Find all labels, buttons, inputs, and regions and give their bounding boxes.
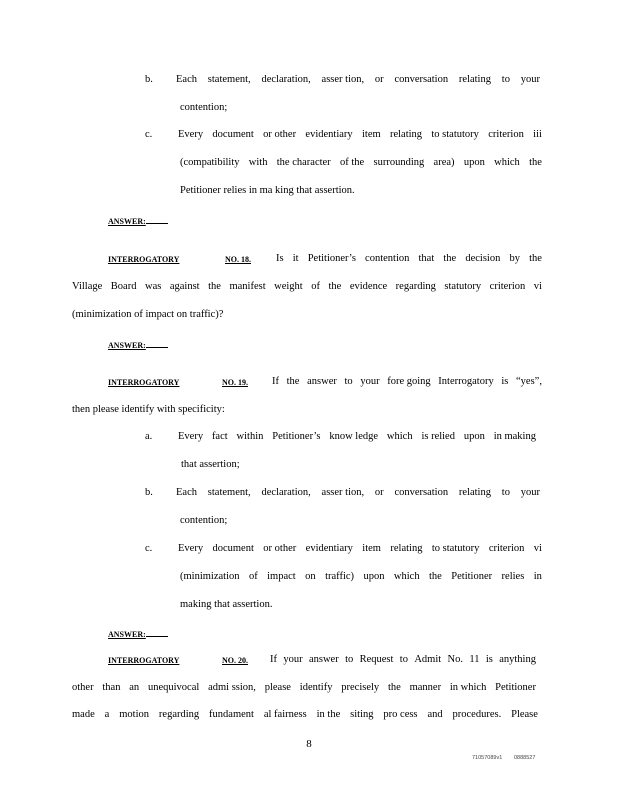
word: anything bbox=[499, 654, 536, 665]
word: siting bbox=[350, 709, 374, 720]
item-letter: b. bbox=[145, 487, 153, 498]
word: evidence bbox=[349, 281, 388, 292]
word: than bbox=[102, 682, 121, 693]
word: which bbox=[386, 431, 413, 442]
interrogatory-number: NO. 20. bbox=[222, 656, 248, 665]
word: asser tion, bbox=[321, 74, 365, 85]
word: an bbox=[129, 682, 140, 693]
word: Is bbox=[276, 253, 284, 264]
word: answer bbox=[308, 654, 339, 665]
word: asser tion, bbox=[321, 487, 365, 498]
word: of the bbox=[339, 157, 365, 168]
interrogatory-number: NO. 19. bbox=[222, 378, 248, 387]
word: criterion bbox=[489, 281, 526, 292]
word: declaration, bbox=[261, 74, 311, 85]
word: Interrogatory bbox=[438, 376, 494, 387]
item-text-line: that assertion; bbox=[181, 459, 240, 470]
word: If bbox=[270, 654, 277, 665]
item-letter: c. bbox=[145, 129, 153, 140]
word: area) bbox=[433, 157, 455, 168]
word: on bbox=[305, 571, 316, 582]
word: traffic) bbox=[325, 571, 355, 582]
word: to bbox=[344, 376, 353, 387]
word: motion bbox=[119, 709, 149, 720]
interrogatory-text-line bbox=[72, 708, 538, 722]
word: upon bbox=[463, 431, 485, 442]
word: precisely bbox=[341, 682, 380, 693]
interrogatory-text-line bbox=[72, 681, 536, 695]
interrogatory-text-line bbox=[72, 280, 542, 294]
word: the bbox=[529, 253, 542, 264]
word: is relied bbox=[421, 431, 455, 442]
word: Each bbox=[176, 487, 197, 498]
word: in which bbox=[449, 682, 487, 693]
word: Please bbox=[511, 709, 538, 720]
word: which bbox=[494, 157, 520, 168]
item-text-line bbox=[180, 570, 542, 584]
document-id: 71057089v1 bbox=[472, 755, 503, 761]
document-code: 0888527 bbox=[514, 755, 536, 761]
word: relating bbox=[458, 487, 491, 498]
word: identify bbox=[299, 682, 333, 693]
word: to bbox=[501, 487, 510, 498]
word: Petitioner’s bbox=[272, 431, 321, 442]
word: the bbox=[208, 281, 221, 292]
word: fundament bbox=[209, 709, 254, 720]
word: please bbox=[264, 682, 291, 693]
word: relating bbox=[390, 543, 423, 554]
word: unequivocal bbox=[147, 682, 200, 693]
word: relies bbox=[501, 571, 525, 582]
interrogatory-text-line bbox=[276, 252, 542, 266]
word: Admit bbox=[414, 654, 442, 665]
item-letter: a. bbox=[145, 431, 153, 442]
word: made bbox=[72, 709, 95, 720]
answer-heading: ANSWER: bbox=[108, 627, 168, 641]
word: If bbox=[272, 376, 279, 387]
word: Every bbox=[178, 431, 204, 442]
word: by bbox=[509, 253, 520, 264]
word: contention bbox=[365, 253, 410, 264]
interrogatory-text-line: (minimization of impact on traffic)? bbox=[72, 309, 224, 320]
item-letter: c. bbox=[145, 543, 153, 554]
word: al fairness bbox=[263, 709, 307, 720]
word: to bbox=[501, 74, 510, 85]
word: your bbox=[520, 487, 540, 498]
item-text-line bbox=[180, 156, 542, 170]
word: the bbox=[429, 571, 442, 582]
word: to bbox=[345, 654, 354, 665]
item-text-line bbox=[176, 486, 540, 500]
word: iii bbox=[533, 129, 542, 140]
interrogatory-text-line: then please identify with specificity: bbox=[72, 404, 225, 415]
interrogatory-label: INTERROGATORY bbox=[108, 656, 180, 665]
item-text-line bbox=[178, 542, 542, 556]
item-text-line bbox=[176, 73, 540, 87]
word: document bbox=[212, 543, 254, 554]
word: other bbox=[72, 682, 94, 693]
word: statement, bbox=[207, 74, 251, 85]
word: fore going bbox=[387, 376, 431, 387]
word: “yes”, bbox=[516, 376, 542, 387]
word: relating bbox=[389, 129, 423, 140]
item-text-line: Petitioner relies in ma king that assertion. bbox=[180, 185, 355, 196]
word: the bbox=[443, 253, 457, 264]
item-text-line: contention; bbox=[180, 515, 228, 526]
word: to bbox=[399, 654, 408, 665]
word: answer bbox=[307, 376, 337, 387]
word: criterion bbox=[488, 543, 525, 554]
word: upon bbox=[363, 571, 385, 582]
word: the character bbox=[276, 157, 331, 168]
word: manifest bbox=[229, 281, 266, 292]
word: conversation bbox=[394, 487, 449, 498]
interrogatory-label: INTERROGATORY bbox=[108, 378, 180, 387]
word: Village bbox=[72, 281, 103, 292]
interrogatory-text-line bbox=[270, 653, 536, 667]
word: your bbox=[283, 654, 303, 665]
word: of bbox=[311, 281, 320, 292]
word: the bbox=[328, 281, 342, 292]
item-text-line bbox=[178, 128, 542, 142]
word: in bbox=[533, 571, 542, 582]
word: the bbox=[286, 376, 300, 387]
word: statutory bbox=[444, 281, 482, 292]
word: against bbox=[169, 281, 200, 292]
word: vi bbox=[533, 543, 542, 554]
word: your bbox=[360, 376, 380, 387]
answer-heading: ANSWER: bbox=[108, 338, 168, 352]
word: weight bbox=[274, 281, 303, 292]
word: Request bbox=[359, 654, 394, 665]
word: is bbox=[501, 376, 509, 387]
word: Petitioner’s bbox=[307, 253, 356, 264]
word: item bbox=[362, 543, 381, 554]
word: in the bbox=[316, 709, 341, 720]
word: evidentiary bbox=[305, 129, 353, 140]
word: it bbox=[292, 253, 299, 264]
word: Every bbox=[178, 129, 204, 140]
word: to statutory bbox=[431, 129, 479, 140]
interrogatory-text-line bbox=[272, 375, 542, 389]
word: and bbox=[427, 709, 443, 720]
word: or other bbox=[263, 543, 297, 554]
word: in making bbox=[493, 431, 536, 442]
word: Petitioner bbox=[495, 682, 536, 693]
word: regarding bbox=[395, 281, 436, 292]
word: criterion bbox=[488, 129, 524, 140]
word: declaration, bbox=[261, 487, 311, 498]
word: fact bbox=[211, 431, 228, 442]
word: of bbox=[248, 571, 258, 582]
word: that bbox=[418, 253, 435, 264]
word: impact bbox=[267, 571, 296, 582]
word: decision bbox=[465, 253, 501, 264]
word: know ledge bbox=[329, 431, 379, 442]
word: pro cess bbox=[383, 709, 418, 720]
word: the bbox=[529, 157, 542, 168]
word: Every bbox=[178, 543, 204, 554]
word: manner bbox=[409, 682, 442, 693]
word: which bbox=[393, 571, 420, 582]
word: a bbox=[104, 709, 110, 720]
interrogatory-label: INTERROGATORY bbox=[108, 255, 180, 264]
word: admi ssion, bbox=[208, 682, 256, 693]
word: upon bbox=[463, 157, 485, 168]
item-text-line: making that assertion. bbox=[180, 599, 273, 610]
word: evidentiary bbox=[305, 543, 353, 554]
word: 11 bbox=[469, 654, 480, 665]
page-number: 8 bbox=[306, 738, 312, 750]
word: is bbox=[485, 654, 493, 665]
item-letter: b. bbox=[145, 74, 153, 85]
word: or bbox=[374, 487, 384, 498]
word: conversation bbox=[394, 74, 449, 85]
word: Board bbox=[110, 281, 137, 292]
word: or bbox=[374, 74, 384, 85]
word: statement, bbox=[207, 487, 251, 498]
word: regarding bbox=[158, 709, 200, 720]
word: procedures. bbox=[452, 709, 502, 720]
word: Each bbox=[176, 74, 197, 85]
word: or other bbox=[263, 129, 297, 140]
word: No. bbox=[447, 654, 463, 665]
item-text-line: contention; bbox=[180, 102, 228, 113]
word: the bbox=[387, 682, 401, 693]
word: to statutory bbox=[431, 543, 480, 554]
item-text-line bbox=[178, 430, 536, 444]
answer-heading: ANSWER: bbox=[108, 214, 168, 228]
interrogatory-number: NO. 18. bbox=[225, 255, 251, 264]
word: with bbox=[248, 157, 268, 168]
word: Petitioner bbox=[451, 571, 493, 582]
word: was bbox=[144, 281, 162, 292]
word: (minimization bbox=[180, 571, 240, 582]
word: (compatibility bbox=[180, 157, 240, 168]
word: surrounding bbox=[373, 157, 425, 168]
word: your bbox=[520, 74, 540, 85]
word: vi bbox=[533, 281, 542, 292]
word: relating bbox=[458, 74, 491, 85]
word: document bbox=[212, 129, 254, 140]
word: item bbox=[361, 129, 381, 140]
word: within bbox=[236, 431, 264, 442]
